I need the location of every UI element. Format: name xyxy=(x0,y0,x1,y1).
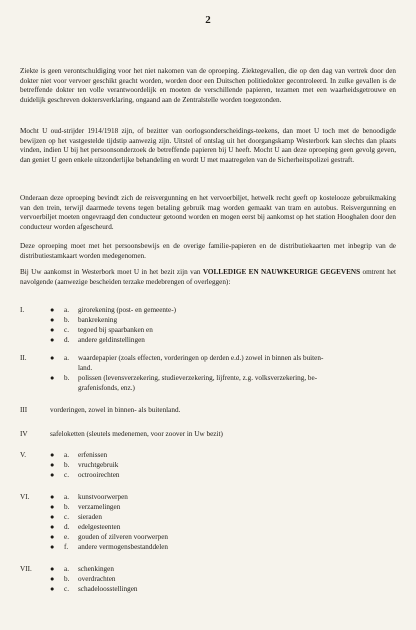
arrival-intro: Bij Uw aankomst in Westerbork moet U in het bezit zijn van xyxy=(20,268,203,276)
item-text: gouden of zilveren voorwerpen xyxy=(78,533,169,541)
section-number: II. xyxy=(20,354,27,362)
item-letter: b. xyxy=(64,575,70,583)
item-letter: b. xyxy=(64,503,70,511)
item-letter: c. xyxy=(64,513,69,521)
bullet: ● xyxy=(50,336,55,344)
item-text: andere vermogensbestanddelen xyxy=(78,543,169,551)
item-text: bankrekening xyxy=(78,316,118,324)
paragraph-illness: Ziekte is geen verontschuldiging voor het niet nakomen van de oproeping. Ziektegevallen, die op den dag van vertrek door den dokter niet voor vervoer geschikt geacht worden, worden door een Duitschen politiedokter gecontroleerd. In zulke gevallen is de betreffende dokter ten volle verantwoordelijk en moeten de verschillende papieren, tezamen met een waarheidsgetrouwe en duidelijk geschreven doktersverklaring, ongaand aan de Zentralstelle worden toegezonden. xyxy=(20,67,396,104)
item-letter: f. xyxy=(64,543,69,551)
bullet: ● xyxy=(50,513,55,521)
item-text: waardepapier (zoals effecten, vorderingen op derden e.d.) zowel in binnen als buiten- xyxy=(78,354,324,362)
list-item xyxy=(50,316,117,326)
item-text: schadeloosstellingen xyxy=(78,585,138,593)
bullet: ● xyxy=(50,461,55,469)
item-text: schenkingen xyxy=(78,565,114,573)
item-text: overdrachten xyxy=(78,575,116,583)
item-letter: a. xyxy=(64,306,69,314)
section-number: I. xyxy=(20,306,25,314)
bullet: ● xyxy=(50,374,55,382)
section-text: safeloketten (sleutels medenemen, voor zoover in Uw bezit) xyxy=(50,430,223,438)
section-number: VI. xyxy=(20,493,30,501)
bullet: ● xyxy=(50,533,55,541)
paragraph-veterans: Mocht U oud-strijder 1914/1918 zijn, of bezitter van oorlogsonderscheidings-teekens, dan moet U toch met de benoodigde bewijzen op het vastgestelde tijdstip aanwezig zijn. Uitstel of ontslag uit het doorgangskamp Westerbork kan slechts dan plaats vinden, indien U bij het persoonsonderzoek de betreffende papieren bij U heeft. Mocht U aan deze oproeping geen gevolg geven, dan geniet U geen enkele uitzonderlijke behandeling en wordt U met maatregelen van de Sicherheitspolizei gestraft. xyxy=(20,127,396,164)
bullet: ● xyxy=(50,326,55,334)
item-text: erfenissen xyxy=(78,451,108,459)
bullet: ● xyxy=(50,523,55,531)
list-item xyxy=(50,451,107,461)
item-letter: c. xyxy=(64,471,69,479)
item-text-continued: grafenisfonds, enz.) xyxy=(78,384,135,392)
bullet: ● xyxy=(50,565,55,573)
item-letter: a. xyxy=(64,493,69,501)
item-text: sieraden xyxy=(78,513,102,521)
list-item xyxy=(50,374,317,384)
item-letter: a. xyxy=(64,354,69,362)
section-number: III xyxy=(20,406,28,414)
list-item xyxy=(50,575,116,585)
list-item xyxy=(50,565,114,575)
bullet: ● xyxy=(50,306,55,314)
section-number: V. xyxy=(20,451,27,459)
list-item xyxy=(50,543,168,553)
bullet: ● xyxy=(50,543,55,551)
item-letter: c. xyxy=(64,326,69,334)
bullet: ● xyxy=(50,354,55,362)
item-text: kunstvoorwerpen xyxy=(78,493,128,501)
item-text: vruchtgebruik xyxy=(78,461,119,469)
paragraph-documents: Deze oproeping moet met het persoonsbewijs en de overige familie-papieren en de distributiekaarten met inbegrip van de distributiestamkaart worden medegenomen. xyxy=(20,242,396,260)
bullet: ● xyxy=(50,575,55,583)
item-letter: b. xyxy=(64,316,70,324)
item-letter: e. xyxy=(64,533,69,541)
item-text: polissen (levensverzekering, studieverzekering, lijfrente, z.g. volksverzekering, be- xyxy=(78,374,318,382)
item-letter: d. xyxy=(64,523,70,531)
list-item xyxy=(50,523,120,533)
paragraph-arrival xyxy=(20,268,396,287)
arrival-rest: omtrent het navolgende (aanwezige bescheiden terzake medebrengen of overleggen): xyxy=(20,268,396,286)
item-text: edelgesteenten xyxy=(78,523,121,531)
section-number: VII. xyxy=(20,565,32,573)
bullet: ● xyxy=(50,316,55,324)
item-text: octrooirechten xyxy=(78,471,120,479)
bullet: ● xyxy=(50,503,55,511)
item-letter: d. xyxy=(64,336,70,344)
section-number: IV xyxy=(20,430,28,438)
list-item xyxy=(50,306,176,316)
item-letter: a. xyxy=(64,565,69,573)
item-text-continued: land. xyxy=(78,364,93,372)
list-item xyxy=(50,471,120,481)
paragraph-travel-permit: Onderaan deze oproeping bevindt zich de reisvergunning en het vervoerbiljet, hetwelk recht geeft op kostelooze gebruikmaking van den trein, terwijl daarmede tevens tegen betaling gebruik mag worden gemaakt van tram en autobus. Reisvergunning en vervoerbiljet moeten ongevraagd den conducteur getoond worden en mogen eerst bij aankomst op het station Hooghalen door den conducteur worden afgescheurd. xyxy=(20,194,396,231)
list-item xyxy=(50,533,168,543)
list-item xyxy=(50,503,120,513)
item-text: tegoed bij spaarbanken en xyxy=(78,326,153,334)
list-item xyxy=(50,326,153,336)
page-number: 2 xyxy=(205,14,211,26)
list-item xyxy=(50,585,137,595)
item-text: andere geldinstellingen xyxy=(78,336,145,344)
list-item xyxy=(50,513,102,523)
item-text: verzamelingen xyxy=(78,503,121,511)
item-text: girorekening (post- en gemeente-) xyxy=(78,306,176,314)
list-item xyxy=(50,336,145,346)
bullet: ● xyxy=(50,493,55,501)
bullet: ● xyxy=(50,585,55,593)
list-item xyxy=(50,354,323,364)
arrival-bold: VOLLEDIGE EN NAUWKEURIGE GEGEVENS xyxy=(202,268,361,276)
bullet: ● xyxy=(50,451,55,459)
section-text: vorderingen, zowel in binnen- als buitenland. xyxy=(50,406,181,414)
item-letter: a. xyxy=(64,451,69,459)
bullet: ● xyxy=(50,471,55,479)
list-item xyxy=(50,493,128,503)
item-letter: b. xyxy=(64,374,70,382)
item-letter: c. xyxy=(64,585,69,593)
item-letter: b. xyxy=(64,461,70,469)
list-item xyxy=(50,461,118,471)
